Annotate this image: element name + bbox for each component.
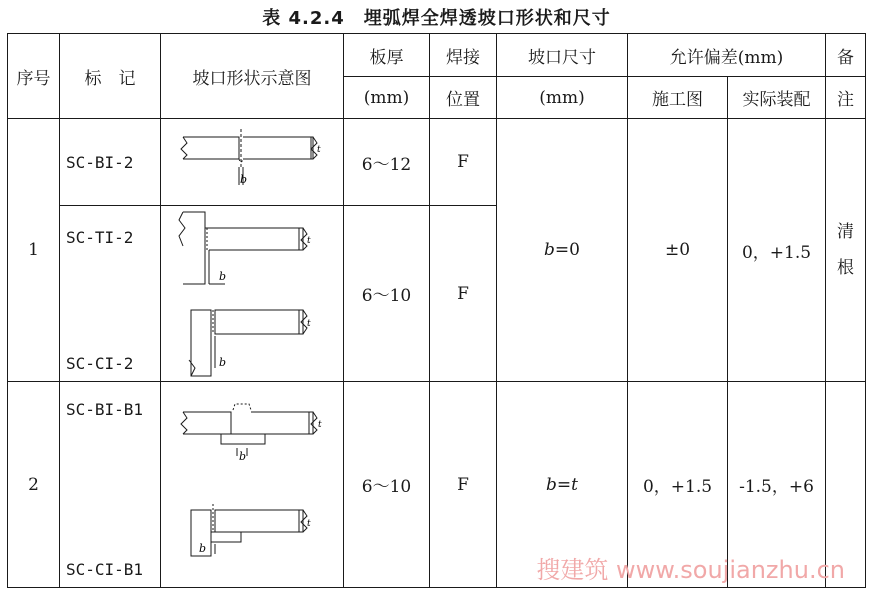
sketch-backing bbox=[161, 382, 344, 588]
row2-mark-b: SC-CI-B1 bbox=[66, 560, 144, 579]
header-tol-construct: 施工图 bbox=[628, 77, 728, 119]
thick-label: t bbox=[317, 145, 321, 155]
header-size-unit: (mm) bbox=[497, 77, 628, 119]
row1-pos-a: F bbox=[430, 119, 497, 206]
row1-note bbox=[826, 119, 866, 382]
gap-label: b bbox=[240, 173, 248, 186]
row1-mark-a: SC-BI-2 bbox=[60, 119, 161, 206]
row1-tol-actual: 0，+1.5 bbox=[728, 119, 826, 382]
butt-joint-sketch bbox=[161, 119, 344, 205]
header-position-2: 位置 bbox=[430, 77, 497, 119]
header-tolerance: 允许偏差(mm) bbox=[628, 34, 826, 77]
thick-label-corner: t bbox=[307, 319, 311, 329]
row1-mark-b: SC-TI-2 bbox=[66, 228, 134, 247]
row2-thick: 6～10 bbox=[344, 382, 430, 588]
thick-label-tee: t bbox=[307, 236, 311, 246]
row1-marks-bc bbox=[60, 206, 161, 382]
header-thickness-unit: (mm) bbox=[344, 77, 430, 119]
header-note-2: 注 bbox=[826, 77, 866, 119]
sketch-tee-corner bbox=[161, 206, 344, 382]
row1-no: 1 bbox=[8, 119, 60, 382]
thick-label-corner-backing: t bbox=[307, 519, 311, 529]
watermark: 搜建筑 www.soujianzhu.cn bbox=[536, 556, 845, 584]
gap-label-backing: b bbox=[239, 450, 247, 463]
note-char-2: 根 bbox=[837, 258, 855, 278]
row1-pos-b: F bbox=[430, 206, 497, 382]
backing-bar-sketch bbox=[161, 382, 344, 587]
row1-thick-b: 6～10 bbox=[344, 206, 430, 382]
row2-no: 2 bbox=[8, 382, 60, 588]
header-thickness: 板厚 bbox=[344, 34, 430, 77]
header-tol-actual: 实际装配 bbox=[728, 77, 826, 119]
header-note: 备 bbox=[826, 34, 866, 77]
row2-tol-actual: -1.5，+6 bbox=[728, 382, 826, 588]
row2-mark-a: SC-BI-B1 bbox=[66, 400, 144, 419]
tee-corner-sketch bbox=[161, 206, 344, 381]
row2-pos: F bbox=[430, 382, 497, 588]
header-shape: 坡口形状示意图 bbox=[161, 34, 344, 119]
row2-marks bbox=[60, 382, 161, 588]
row2-tol-construct: 0，+1.5 bbox=[628, 382, 728, 588]
row2-size: b=t bbox=[497, 382, 628, 588]
gap-label-corner-backing: b bbox=[199, 542, 207, 555]
row1-thick-a: 6～12 bbox=[344, 119, 430, 206]
gap-label-corner: b bbox=[219, 356, 227, 369]
groove-spec-table bbox=[7, 33, 866, 588]
header-no: 序号 bbox=[8, 34, 60, 119]
row1-tol-construct: ±0 bbox=[628, 119, 728, 382]
header-mark: 标 记 bbox=[60, 34, 161, 119]
table-title: 表 4.2.4 埋弧焊全焊透坡口形状和尺寸 bbox=[262, 8, 611, 29]
note-char-1: 清 bbox=[837, 222, 855, 242]
header-size: 坡口尺寸 bbox=[497, 34, 628, 77]
header-position: 焊接 bbox=[430, 34, 497, 77]
thick-label-backing: t bbox=[318, 420, 322, 430]
row1-mark-c: SC-CI-2 bbox=[66, 354, 134, 373]
row1-size: b=0 bbox=[497, 119, 628, 382]
gap-label-tee: b bbox=[219, 270, 227, 283]
sketch-butt-square bbox=[161, 119, 344, 206]
